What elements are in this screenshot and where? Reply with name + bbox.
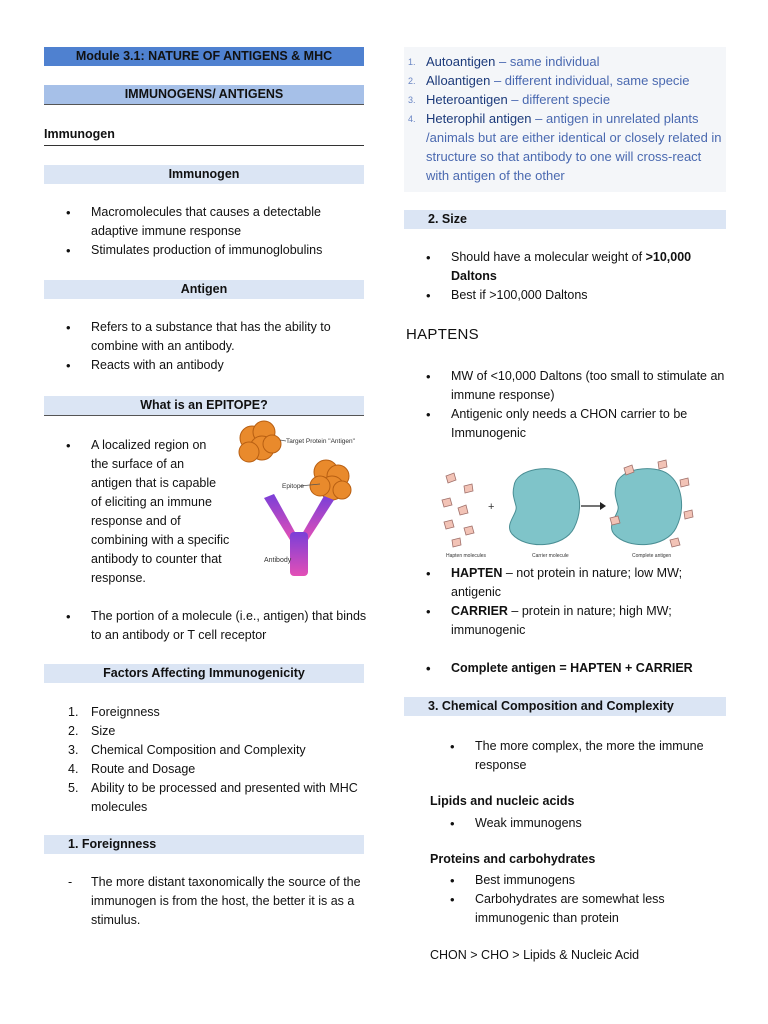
proteins-list: [428, 871, 726, 928]
list-item: 1. Foreignness: [68, 705, 160, 719]
factors-list: [44, 703, 374, 817]
antigen-types-box: [404, 47, 726, 192]
lipids-list: [428, 814, 726, 833]
list-item: • Best if >100,000 Daltons: [404, 286, 726, 305]
proteins-heading: Proteins and carbohydrates: [430, 852, 596, 866]
immunogenicity-ranking: CHON > CHO > Lipids & Nucleic Acid: [430, 948, 640, 962]
epitope-line: antigen that is capable: [91, 476, 217, 490]
list-item: 3. Chemical Composition and Complexity: [68, 743, 306, 757]
label-complete-antigen: Complete antigen: [632, 553, 672, 559]
antigen-list: [44, 318, 364, 375]
epitope-list-2: [44, 607, 374, 645]
figure-label-epitope: Epitope: [282, 483, 305, 490]
chem-box: 3. Chemical Composition and Complexity: [404, 697, 726, 716]
list-item: 1. Autoantigen – same individual: [408, 54, 600, 69]
haptens-list: [404, 367, 726, 443]
complete-antigen: [612, 469, 682, 545]
carrier-molecule: [510, 469, 580, 545]
hapten-molecules: [442, 473, 474, 547]
complete-antigen-list: [404, 659, 726, 678]
list-item: • MW of <10,000 Daltons (too small to stimulate an immune response): [404, 367, 726, 405]
factors-box: Factors Affecting Immunogenicity: [44, 664, 364, 683]
epitope-line: response.: [91, 571, 146, 585]
figure-label-target: Target Protein "Antigen": [286, 438, 355, 445]
figure-label-antibody: Antibody: [264, 557, 292, 564]
list-item: • Complete antigen = HAPTEN + CARRIER: [404, 659, 726, 678]
list-item: 5. Ability to be processed and presented with MHC molecules: [68, 781, 358, 814]
list-item: • Antigenic only needs a CHON carrier to be Immunogenic: [404, 405, 726, 443]
list-item: - The more distant taxonomically the source of the immunogen is from the host, the better it is as a stimulus.: [68, 875, 361, 927]
list-item: • Reacts with an antibody: [44, 356, 364, 375]
epitope-line: the surface of an: [91, 457, 185, 471]
epitope-line: response and of: [91, 514, 181, 528]
lipids-heading: Lipids and nucleic acids: [430, 794, 575, 808]
hapten-carrier-figure: [434, 456, 696, 564]
list-item: 4. Heterophil antigen – antigen in unrelated plants /animals but are either identical or closely related in structure so that antibody to one will cross-react with antigen of the other: [408, 111, 722, 183]
list-item: • Refers to a substance that has the ability to combine with an antibody.: [44, 318, 364, 356]
list-item: 2. Alloantigen – different individual, same specie: [408, 73, 690, 88]
foreignness-box: 1. Foreignness: [44, 835, 364, 854]
immunogen-heading: Immunogen: [44, 125, 364, 146]
plus-sign: +: [488, 501, 495, 513]
foreignness-list: [44, 873, 364, 930]
list-item: • CARRIER – protein in nature; high MW; immunogenic: [404, 602, 726, 640]
list-item: • Weak immunogens: [428, 814, 726, 833]
antigen-box: Antigen: [44, 280, 364, 299]
antigen-types-list: [404, 47, 726, 185]
section-title: IMMUNOGENS/ ANTIGENS: [44, 85, 364, 105]
list-item: • Should have a molecular weight of >10,000 Daltons: [404, 248, 726, 286]
list-item: • Macromolecules that causes a detectable adaptive immune response: [44, 203, 364, 241]
haptens-title: HAPTENS: [406, 326, 479, 343]
list-item: • The more complex, the more the immune response: [428, 737, 726, 775]
list-item: 2. Size: [68, 724, 116, 738]
chem-list: [428, 737, 726, 775]
list-item: • The portion of a molecule (i.e., antigen) that binds to an antibody or T cell receptor: [44, 607, 374, 645]
immunogen-list: [44, 203, 364, 260]
epitope-line: of eliciting an immune: [91, 495, 212, 509]
list-item: • Stimulates production of immunoglobulins: [44, 241, 364, 260]
epitope-line: antibody to counter that: [91, 552, 222, 566]
list-item: 3. Heteroantigen – different specie: [408, 92, 611, 107]
list-item: • Carbohydrates are somewhat less immunogenic than protein: [428, 890, 726, 928]
module-title: Module 3.1: NATURE OF ANTIGENS & MHC: [44, 47, 364, 66]
epitope-antigen-blob: [310, 460, 351, 500]
size-box: 2. Size: [404, 210, 726, 229]
label-carrier-molecule: Carrier molecule: [532, 553, 569, 559]
list-item: • Best immunogens: [428, 871, 726, 890]
epitope-line: • A localized region on: [91, 438, 207, 452]
size-list: [404, 248, 726, 305]
list-item: • HAPTEN – not protein in nature; low MW; antigenic: [404, 564, 726, 602]
label-hapten-molecules: Hapten molecules: [446, 553, 487, 559]
immunogen-box: Immunogen: [44, 165, 364, 184]
hapten-carrier-defs: [404, 564, 726, 640]
epitope-line: combining with a specific: [91, 533, 230, 547]
antigen-blob: [239, 421, 281, 462]
epitope-antibody-figure: [234, 416, 364, 581]
epitope-box: What is an EPITOPE?: [44, 396, 364, 416]
list-item: 4. Route and Dosage: [68, 762, 196, 776]
